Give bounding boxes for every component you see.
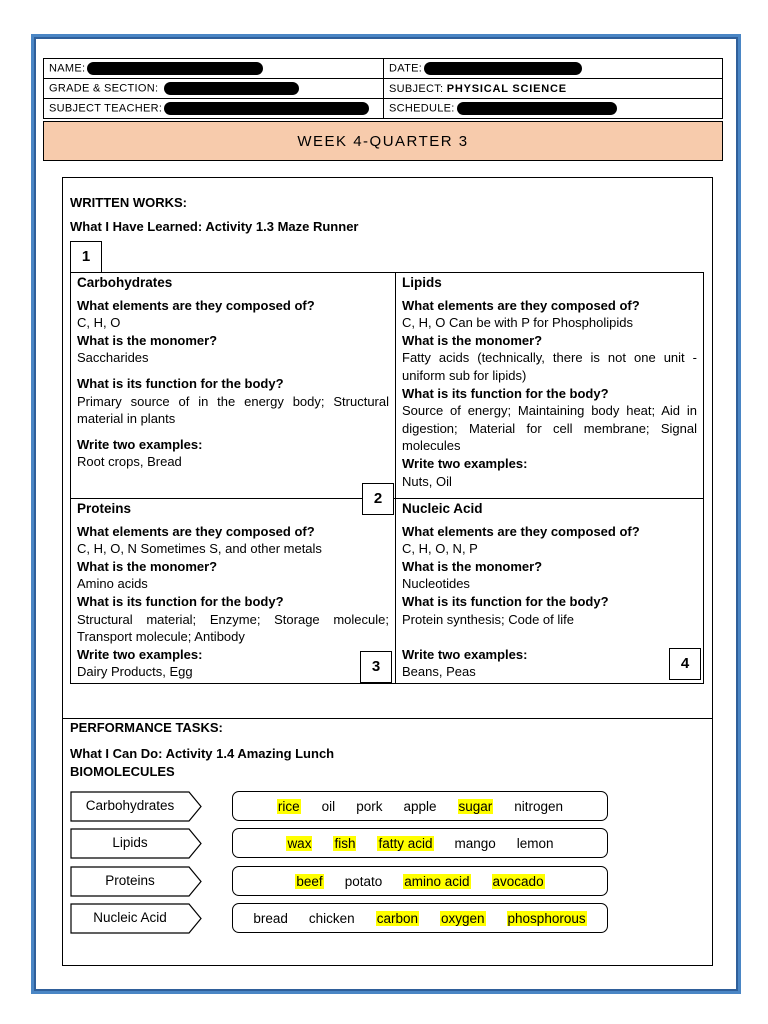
performance-activity-title: What I Can Do: Activity 1.4 Amazing Lunch [70, 746, 335, 761]
word-choice: mango [454, 835, 496, 851]
answer: C, H, O Can be with P for Phospholipids [402, 315, 633, 331]
highlighted-word: carbon [376, 910, 418, 926]
answer: Source of energy; Maintaining body heat; Aid in digestion; Material for cell membrane; Signal molecules [402, 403, 697, 454]
question: Write two examples: [77, 646, 203, 662]
redaction-mark [424, 62, 582, 75]
question: What is its function for the body? [77, 375, 284, 391]
answer: Fatty acids (technically, there is not one unit - uniform sub for lipids) [402, 350, 697, 383]
question: Write two examples: [402, 455, 528, 471]
question: What is the monomer? [77, 332, 218, 348]
answer: C, H, O [77, 315, 121, 331]
cell-title: Proteins [77, 501, 132, 516]
word-choice: lemon [516, 835, 554, 851]
highlighted-word: fatty acid [378, 835, 433, 851]
nucleic-acid-cell [396, 498, 703, 683]
cell-title: Lipids [402, 275, 442, 290]
biomolecule-arrow-label [70, 791, 202, 821]
highlighted-word: rice [277, 798, 300, 814]
highlighted-word: amino acid [404, 873, 470, 889]
grid-line [70, 683, 704, 684]
question: What elements are they composed of? [77, 297, 315, 313]
biomolecule-label: Nucleic Acid [93, 910, 167, 925]
biomolecules-heading: BIOMOLECULES [70, 764, 175, 779]
highlighted-word: wax [287, 835, 312, 851]
redaction-mark [87, 62, 263, 75]
biomolecule-label: Carbohydrates [85, 798, 175, 813]
maze-marker-2: 2 [362, 483, 394, 515]
word-choice: apple [403, 798, 437, 814]
answer: Nuts, Oil [402, 473, 452, 489]
lipids-cell [396, 272, 703, 492]
name-cell: NAME: [44, 59, 384, 79]
word-choice: chicken [308, 910, 355, 926]
biomolecule-label: Lipids [112, 835, 148, 850]
answer: Saccharides [77, 350, 149, 366]
date-cell: DATE: [384, 59, 723, 79]
teacher-cell: SUBJECT TEACHER: [44, 99, 384, 119]
word-choice: bread [253, 910, 288, 926]
question: What elements are they composed of? [77, 523, 315, 539]
answer: Dairy Products, Egg [77, 664, 193, 680]
question: What is the monomer? [77, 558, 218, 574]
maze-marker-3: 3 [360, 651, 392, 683]
word-choices-box [232, 903, 608, 933]
highlighted-word: phosphorous [507, 910, 586, 926]
word-choice: oil [321, 798, 336, 814]
biomolecule-arrow-label [70, 866, 202, 896]
student-info-table [43, 58, 723, 119]
written-works-heading: WRITTEN WORKS: [70, 195, 187, 210]
biomolecule-arrow-label [70, 903, 202, 933]
highlighted-word: beef [296, 873, 323, 889]
section-divider [62, 718, 713, 719]
question: Write two examples: [77, 436, 203, 452]
grade-section-cell: GRADE & SECTION: [44, 79, 384, 99]
highlighted-word: fish [334, 835, 356, 851]
cell-title: Nucleic Acid [402, 501, 483, 516]
redaction-mark [164, 82, 299, 95]
word-choice: nitrogen [514, 798, 564, 814]
schedule-cell: SCHEDULE: [384, 99, 723, 119]
performance-tasks-heading: PERFORMANCE TASKS: [70, 720, 223, 735]
answer: C, H, O, N, P [402, 541, 478, 557]
word-choice: pork [356, 798, 383, 814]
answer: Nucleotides [402, 576, 470, 592]
word-choice: potato [344, 873, 383, 889]
highlighted-word: avocado [492, 873, 544, 889]
answer: Protein synthesis; Code of life [402, 611, 574, 627]
redaction-mark [164, 102, 369, 115]
carbohydrates-cell [71, 272, 395, 473]
answer: Beans, Peas [402, 664, 476, 680]
word-choices-box [232, 828, 608, 858]
biomolecule-arrow-label [70, 828, 202, 858]
maze-marker-4: 4 [669, 648, 701, 680]
proteins-cell [71, 498, 395, 683]
question: What is the monomer? [402, 332, 543, 348]
question: What elements are they composed of? [402, 297, 640, 313]
answer: Structural material; Enzyme; Storage molecule; Transport molecule; Antibody [77, 611, 389, 645]
subject-cell: SUBJECT: PHYSICAL SCIENCE [384, 79, 723, 99]
redaction-mark [457, 102, 617, 115]
question: What is its function for the body? [77, 593, 284, 609]
cell-title: Carbohydrates [77, 275, 173, 290]
question: Write two examples: [402, 646, 528, 662]
question: What is its function for the body? [402, 593, 609, 609]
answer: C, H, O, N Sometimes S, and other metals [77, 541, 322, 557]
answer: Primary source of in the energy body; Structural material in plants [77, 393, 389, 427]
question: What elements are they composed of? [402, 523, 640, 539]
biomolecule-label: Proteins [105, 873, 155, 888]
highlighted-word: sugar [458, 798, 493, 814]
question: What is its function for the body? [402, 385, 609, 401]
week-banner: WEEK 4-QUARTER 3 [43, 121, 723, 161]
subject-value: PHYSICAL SCIENCE [446, 82, 567, 95]
answer: Amino acids [77, 576, 148, 592]
question: What is the monomer? [402, 558, 543, 574]
highlighted-word: oxygen [440, 910, 485, 926]
word-choices-box [232, 791, 608, 821]
answer: Root crops, Bread [77, 454, 182, 470]
written-activity-title: What I Have Learned: Activity 1.3 Maze Runner [70, 219, 359, 234]
grid-line [703, 272, 704, 683]
word-choices-box [232, 866, 608, 896]
maze-marker-1: 1 [70, 241, 102, 273]
